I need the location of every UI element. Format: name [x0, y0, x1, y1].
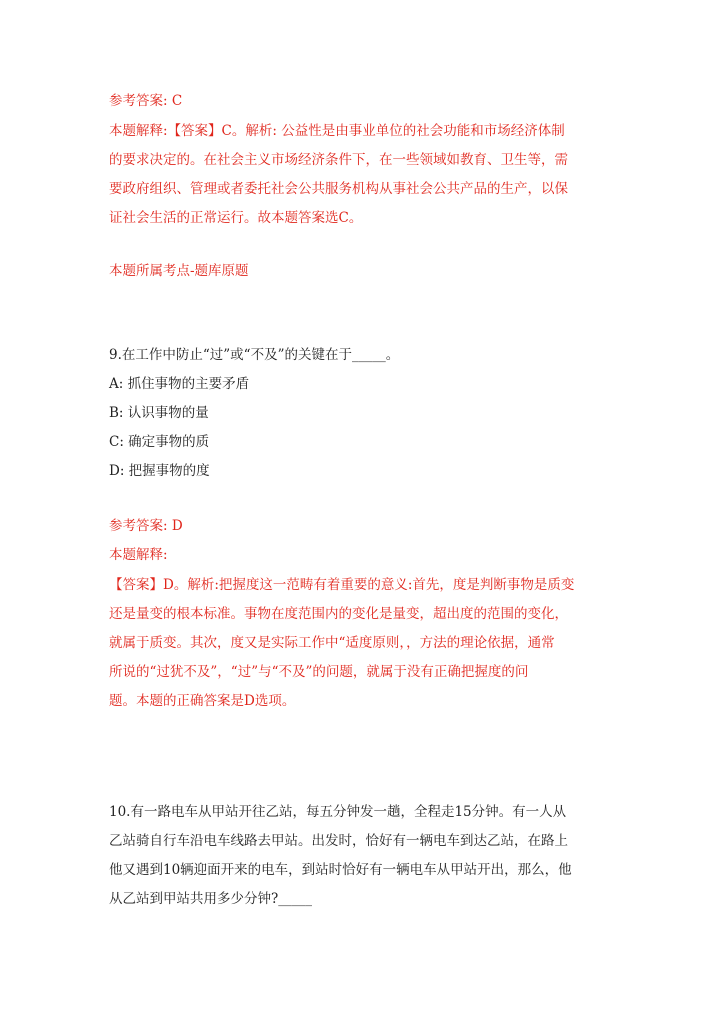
q8-explanation-line-3: 要政府组织、管理或者委托社会公共服务机构从事社会公共产品的生产，以保: [109, 181, 568, 197]
q9-option-d: D: 把握事物的度: [109, 463, 210, 479]
q8-explanation-line-2: 的要求决定的。在社会主义市场经济条件下，在一些领域如教育、卫生等，需: [109, 152, 568, 168]
q10-question-line-1: 10.有一路电车从甲站开往乙站，每五分钟发一趟，全程走15分钟。有一人从: [109, 804, 567, 820]
q9-option-b: B: 认识事物的量: [109, 405, 209, 421]
q9-option-c: C: 确定事物的质: [109, 434, 210, 450]
q8-source-tag: 本题所属考点-题库原题: [109, 263, 249, 279]
q9-option-a: A: 抓住事物的主要矛盾: [109, 376, 250, 392]
q9-explanation-line-3: 就属于质变。其次，度又是实际工作中“适度原则，，方法的理论依据，通常: [109, 635, 555, 651]
q8-answer-line: 参考答案: C: [109, 93, 183, 109]
q9-explanation-line-5: 题。本题的正确答案是D选项。: [109, 693, 296, 709]
q10-question-line-2: 乙站骑自行车沿电车线路去甲站。出发时，恰好有一辆电车到达乙站，在路上: [109, 833, 568, 849]
q8-explanation-line-4: 证社会生活的正常运行。故本题答案选C。: [109, 210, 363, 226]
q9-explanation-label: 本题解释:: [109, 547, 168, 563]
q9-explanation-line-2: 还是量变的根本标准。事物在度范围内的变化是量变，超出度的范围的变化，: [109, 606, 568, 622]
q10-question-line-3: 他又遇到10辆迎面开来的电车，到站时恰好有一辆电车从甲站开出，那么，他: [109, 862, 572, 878]
q9-answer-line: 参考答案: D: [109, 518, 183, 534]
q9-explanation-line-1: 【答案】D。解析:把握度这一范畴有着重要的意义:首先，度是判断事物是质变: [109, 577, 575, 593]
q9-explanation-line-4: 所说的“过犹不及”，“过”与“不及”的问题，就属于没有正确把握度的问: [109, 664, 529, 680]
q8-explanation-line-1: 本题解释:【答案】C。解析: 公益性是由事业单位的社会功能和市场经济体制: [109, 123, 565, 139]
q9-question: 9.在工作中防止“过”或“不及”的关键在于_____。: [109, 347, 400, 363]
q10-question-line-4: 从乙站到甲站共用多少分钟?_____: [109, 891, 312, 907]
